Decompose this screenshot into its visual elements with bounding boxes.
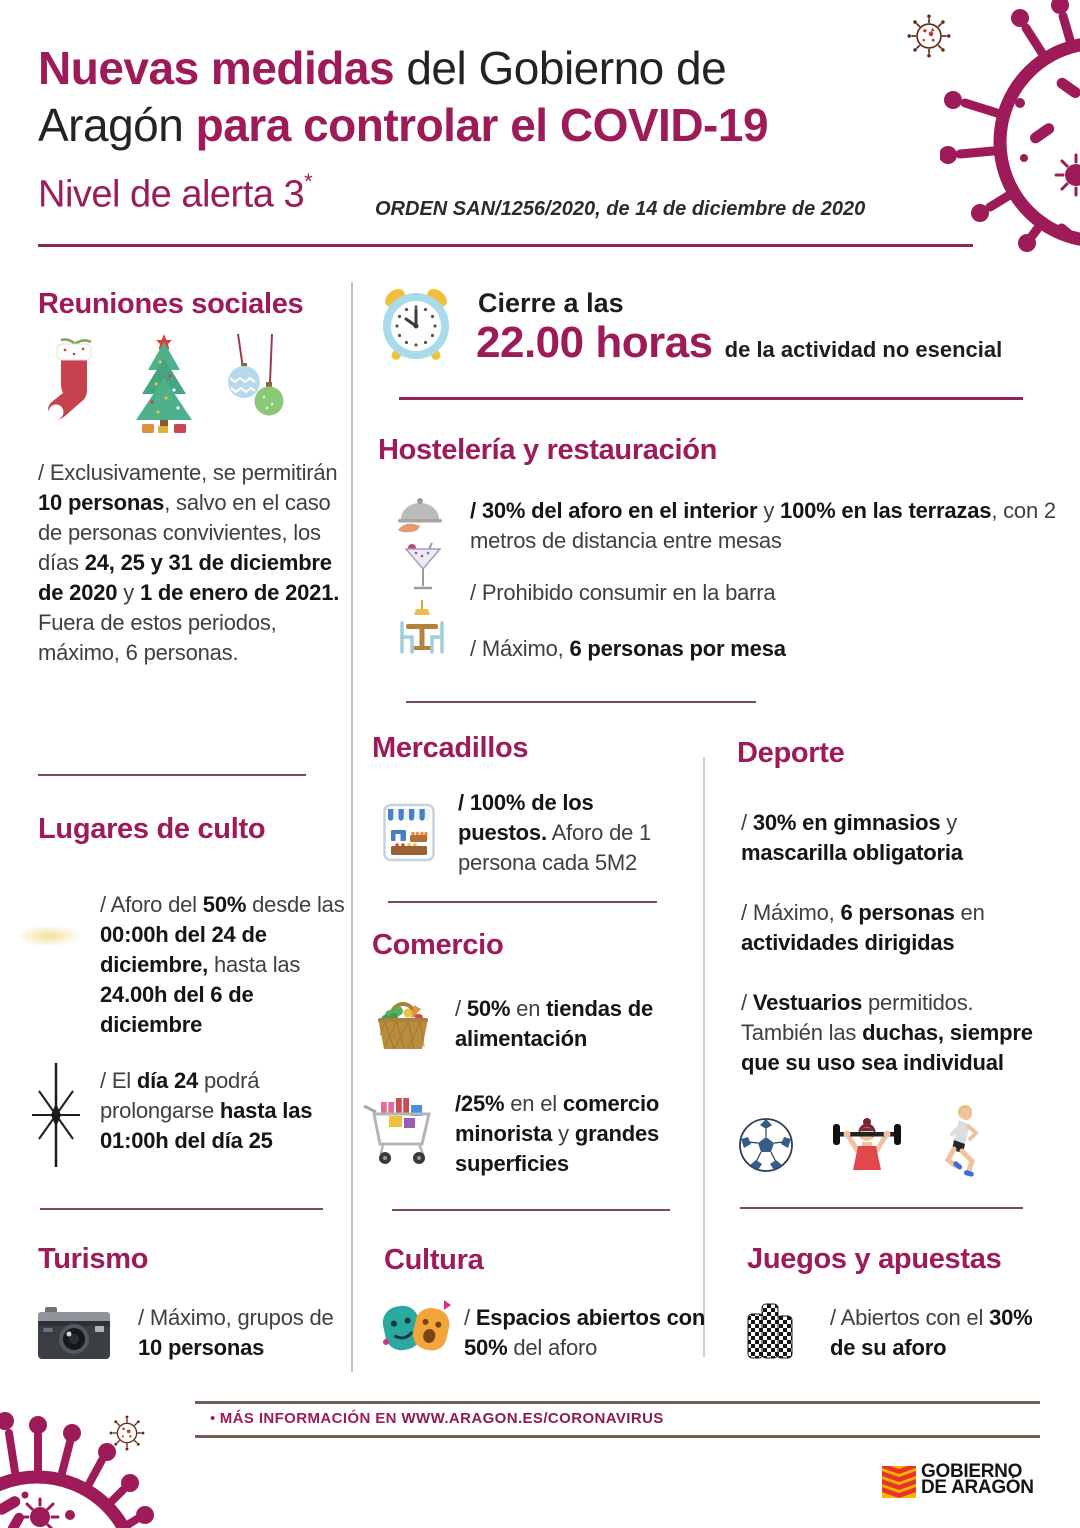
shopping-cart-icon [361, 1092, 437, 1168]
column-divider-right [703, 757, 705, 1357]
reuniones-divider [38, 774, 306, 776]
footer-divider-bottom [195, 1435, 1040, 1438]
juegos-item-1: / Abiertos con el 30% de su aforo [830, 1305, 1033, 1360]
column-divider-left [351, 282, 353, 1372]
closure-line1: Cierre a las [478, 288, 624, 318]
hosteleria-divider [406, 701, 756, 703]
section-title-mercadillos: Mercadillos [372, 732, 529, 764]
theater-masks-icon [378, 1296, 454, 1358]
footer-info [210, 1410, 664, 1428]
alert-asterisk: * [304, 169, 313, 194]
culto-item-1: / Aforo del 50% desde las 00:00h del 24 de diciembre, hasta las 24.00h del 6 de diciembre [100, 892, 345, 1037]
logo-line-2: DE ARAGÓN [921, 1477, 1034, 1498]
section-title-deporte: Deporte [737, 737, 845, 769]
camera-icon [35, 1306, 113, 1362]
culto-divider [40, 1208, 323, 1210]
logo-text [921, 1461, 1034, 1498]
hosteleria-item-2: / Prohibido consumir en la barra [470, 580, 776, 605]
alarm-clock-icon [380, 283, 452, 363]
table-chairs-icon [397, 600, 447, 660]
cocktail-icon [404, 542, 442, 592]
title-regular-2: Aragón [38, 99, 196, 151]
culto-item-2: / El día 24 podrá prolongarse hasta las 01:00h del día 25 [100, 1068, 313, 1153]
star-sparkle-icon [28, 1063, 84, 1167]
title-bold-2: para controlar el COVID-19 [195, 99, 769, 151]
comercio-item-1: / 50% en tiendas de alimentación [455, 996, 653, 1051]
section-title-turismo: Turismo [38, 1243, 149, 1275]
runner-icon [940, 1104, 984, 1182]
hosteleria-item-1: / 30% del aforo en el interior y 100% en las terrazas, con 2 metros de distancia entre mesas [470, 498, 1056, 553]
turismo-item-1: / Máximo, grupos de 10 personas [138, 1305, 334, 1360]
footer-bullet: • [210, 1410, 216, 1427]
hosteleria-item-3: / Máximo, 6 personas por mesa [470, 636, 786, 661]
market-stall-icon [383, 800, 435, 864]
aragon-flag-icon [882, 1466, 916, 1498]
logo-line-1: GOBIERNO [921, 1461, 1023, 1482]
cultura-item-1: / Espacios abiertos con 50% del aforo [464, 1305, 706, 1360]
mercadillos-divider [388, 901, 657, 903]
comercio-divider [392, 1209, 670, 1211]
order-reference: ORDEN SAN/1256/2020, de 14 de diciembre de 2020 [375, 198, 866, 220]
footer-divider-top [195, 1401, 1040, 1404]
closure-suffix: de la actividad no esencial [724, 337, 1003, 362]
large-virus-icon-bottom [0, 1405, 185, 1528]
christmas-stocking-icon [45, 336, 101, 428]
title-regular-1: del Gobierno de [394, 42, 727, 94]
alert-level: Nivel de alerta 3* [38, 169, 313, 216]
section-title-hosteleria: Hostelería y restauración [378, 434, 718, 466]
comercio-item-2: /25% en el comercio minorista y grandes superficies [455, 1091, 660, 1176]
closure-divider [399, 397, 1023, 400]
closure-row [476, 318, 1002, 368]
section-title-reuniones: Reuniones sociales [38, 288, 304, 320]
christmas-tree-icon [130, 332, 198, 434]
mercadillos-item-1: / 100% de los puestos. Aforo de 1 persona cada 5M2 [458, 790, 652, 875]
soccer-ball-icon [738, 1117, 794, 1173]
section-title-comercio: Comercio [372, 929, 504, 961]
closure-time: 22.00 horas [476, 318, 713, 367]
ornaments-icon [222, 332, 286, 427]
section-title-juegos: Juegos y apuestas [747, 1243, 1002, 1275]
weightlifter-icon [833, 1108, 901, 1182]
section-title-cultura: Cultura [384, 1244, 484, 1276]
footer-info-prefix: MÁS INFORMACIÓN EN [219, 1410, 402, 1427]
section-title-culto: Lugares de culto [38, 813, 266, 845]
page-title [38, 40, 938, 154]
footer-info-url: WWW.ARAGON.ES/CORONAVIRUS [401, 1410, 664, 1427]
poker-chips-icon [747, 1300, 793, 1360]
deporte-item-3: / Vestuarios permitidos. También las duchas, siempre que su uso sea individual [741, 990, 1033, 1075]
candle-glow-icon [16, 925, 82, 947]
large-virus-icon [940, 0, 1080, 280]
title-bold-1: Nuevas medidas [38, 42, 395, 94]
serving-cloche-icon [396, 492, 444, 534]
reuniones-body: / Exclusivamente, se permitirán 10 personas, salvo en el caso de personas convivientes, los días 24, 25 y 31 de diciembre de 2020 y 1 de enero de 2021. Fuera de estos periodos, máximo, 6 personas. [38, 460, 340, 665]
gobierno-aragon-logo [882, 1461, 1034, 1498]
small-virus-icon-bottom [106, 1412, 148, 1454]
deporte-divider [740, 1207, 1023, 1209]
deporte-item-1: / 30% en gimnasios y mascarilla obligatoria [741, 810, 963, 865]
deporte-item-2: / Máximo, 6 personas en actividades dirigidas [741, 900, 985, 955]
grocery-basket-icon [374, 989, 432, 1053]
header-divider [38, 244, 973, 247]
